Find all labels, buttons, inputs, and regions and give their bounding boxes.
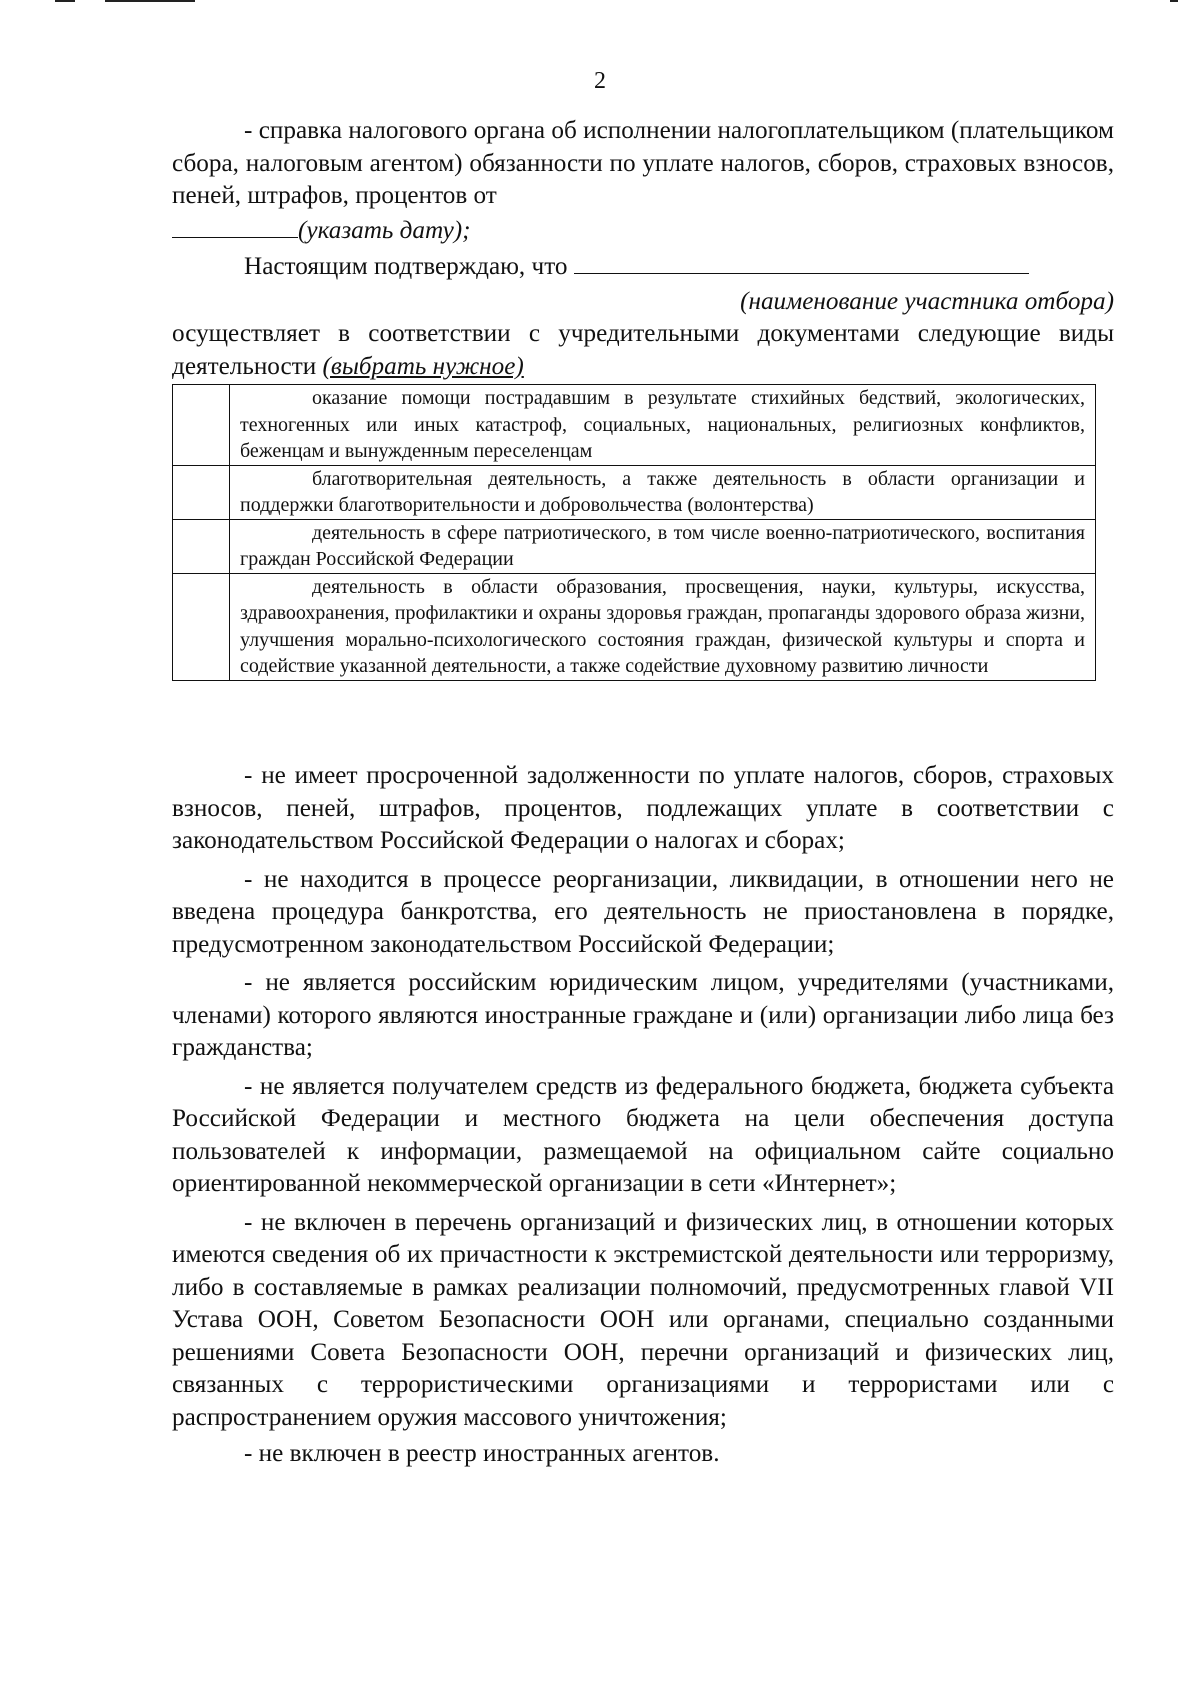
activities-intro: [172, 318, 1114, 383]
activity-row: [173, 519, 1096, 573]
statement-paragraph: - не включен в реестр иностранных агентов.: [244, 1440, 720, 1467]
statements-block: [172, 760, 1114, 1471]
activity-text: деятельность в области образования, просвещения, науки, культуры, искусства, здравоохранения, профилактики и охраны здоровья граждан, пропаганды здорового образа жизни, улучшения морально-психологического состояния граждан, физической культуры и спорта и содействие указанной деятельности, а также содействие духовному развитию личности: [240, 575, 1085, 677]
certificate-text: - справка налогового органа об исполнении налогоплательщиком (плательщиком сбора, налоговым агентом) обязанности по уплате налогов, сборов, страховых взносов, пеней, штрафов, процентов от: [172, 117, 1114, 209]
activity-text: деятельность в сфере патриотического, в том числе военно-патриотического, воспитания граждан Российской Федерации: [240, 521, 1085, 570]
participant-hint: (наименование участника отбора): [740, 287, 1114, 315]
activity-text-cell: [230, 465, 1096, 519]
choose-hint: (выбрать нужное): [322, 352, 524, 380]
scan-artifact: [105, 0, 195, 2]
statement-paragraph: - не является российским юридическим лицом, учредителями (участниками, членами) которого являются иностранные граждане и (или) организации либо лица без гражданства;: [172, 969, 1114, 1061]
statement-paragraph: - не является получателем средств из федерального бюджета, бюджета субъекта Российской Федерации и местного бюджета на цели обеспечения доступа пользователей к информации, размещаемой на официальном сайте социально ориентированной некоммерческой организации в сети «Интернет»;: [172, 1072, 1114, 1197]
statement-paragraph: - не включен в перечень организаций и физических лиц, в отношении которых имеются сведения об их причастности к экстремистской деятельности или терроризму, либо в составляемые в рамках реализации полномочий, предусмотренных главой VII Устава ООН, Советом Безопасности ООН или органами, специально созданными решениями Совета Безопасности ООН, перечни организаций и физических лиц, связанных с террористическими организациями и террористами или с распространением оружия массового уничтожения;: [172, 1208, 1114, 1431]
document-body: [172, 115, 1114, 383]
activity-text-cell: [230, 385, 1096, 466]
activity-text: благотворительная деятельность, а также деятельность в области организации и поддержки благотворительности и добровольчества (волонтерства): [240, 467, 1085, 516]
date-blank[interactable]: [172, 213, 298, 238]
statement-paragraph: - не имеет просроченной задолженности по уплате налогов, сборов, страховых взносов, пеней, штрафов, процентов, подлежащих уплате в соответствии с законодательством Российской Федерации о налогах и сборах;: [172, 762, 1114, 854]
confirm-line: [172, 249, 1114, 284]
activity-row: [173, 465, 1096, 519]
participant-hint-line: [172, 286, 1114, 319]
date-hint: (указать дату);: [298, 216, 471, 244]
activity-text-cell: [230, 573, 1096, 680]
statement-paragraph: - не находится в процессе реорганизации, ликвидации, в отношении него не введена процедура банкротства, его деятельность не приостановлена в порядке, предусмотренном законодательством Российской Федерации;: [172, 865, 1114, 958]
scan-artifact: [55, 0, 75, 2]
scan-artifact: [1170, 0, 1178, 2]
participant-blank[interactable]: [574, 249, 1029, 274]
activity-checkbox[interactable]: [173, 465, 230, 519]
activities-intro-text: осуществляет в соответствии с учредительными документами следующие виды деятельности: [172, 320, 1114, 380]
activity-checkbox[interactable]: [173, 385, 230, 466]
confirm-label: Настоящим подтверждаю, что: [244, 253, 568, 280]
activity-text: оказание помощи пострадавшим в результате стихийных бедствий, экологических, техногенных или иных катастроф, социальных, национальных, религиозных конфликтов, беженцам и вынужденным переселенцам: [240, 387, 1085, 462]
activities-table: [172, 384, 1096, 681]
activity-checkbox[interactable]: [173, 519, 230, 573]
page-number: 2: [594, 68, 606, 94]
activity-row: [173, 573, 1096, 680]
activity-checkbox[interactable]: [173, 573, 230, 680]
activity-text-cell: [230, 519, 1096, 573]
activity-row: [173, 385, 1096, 466]
date-line: [172, 213, 1114, 248]
certificate-paragraph: [172, 115, 1114, 213]
